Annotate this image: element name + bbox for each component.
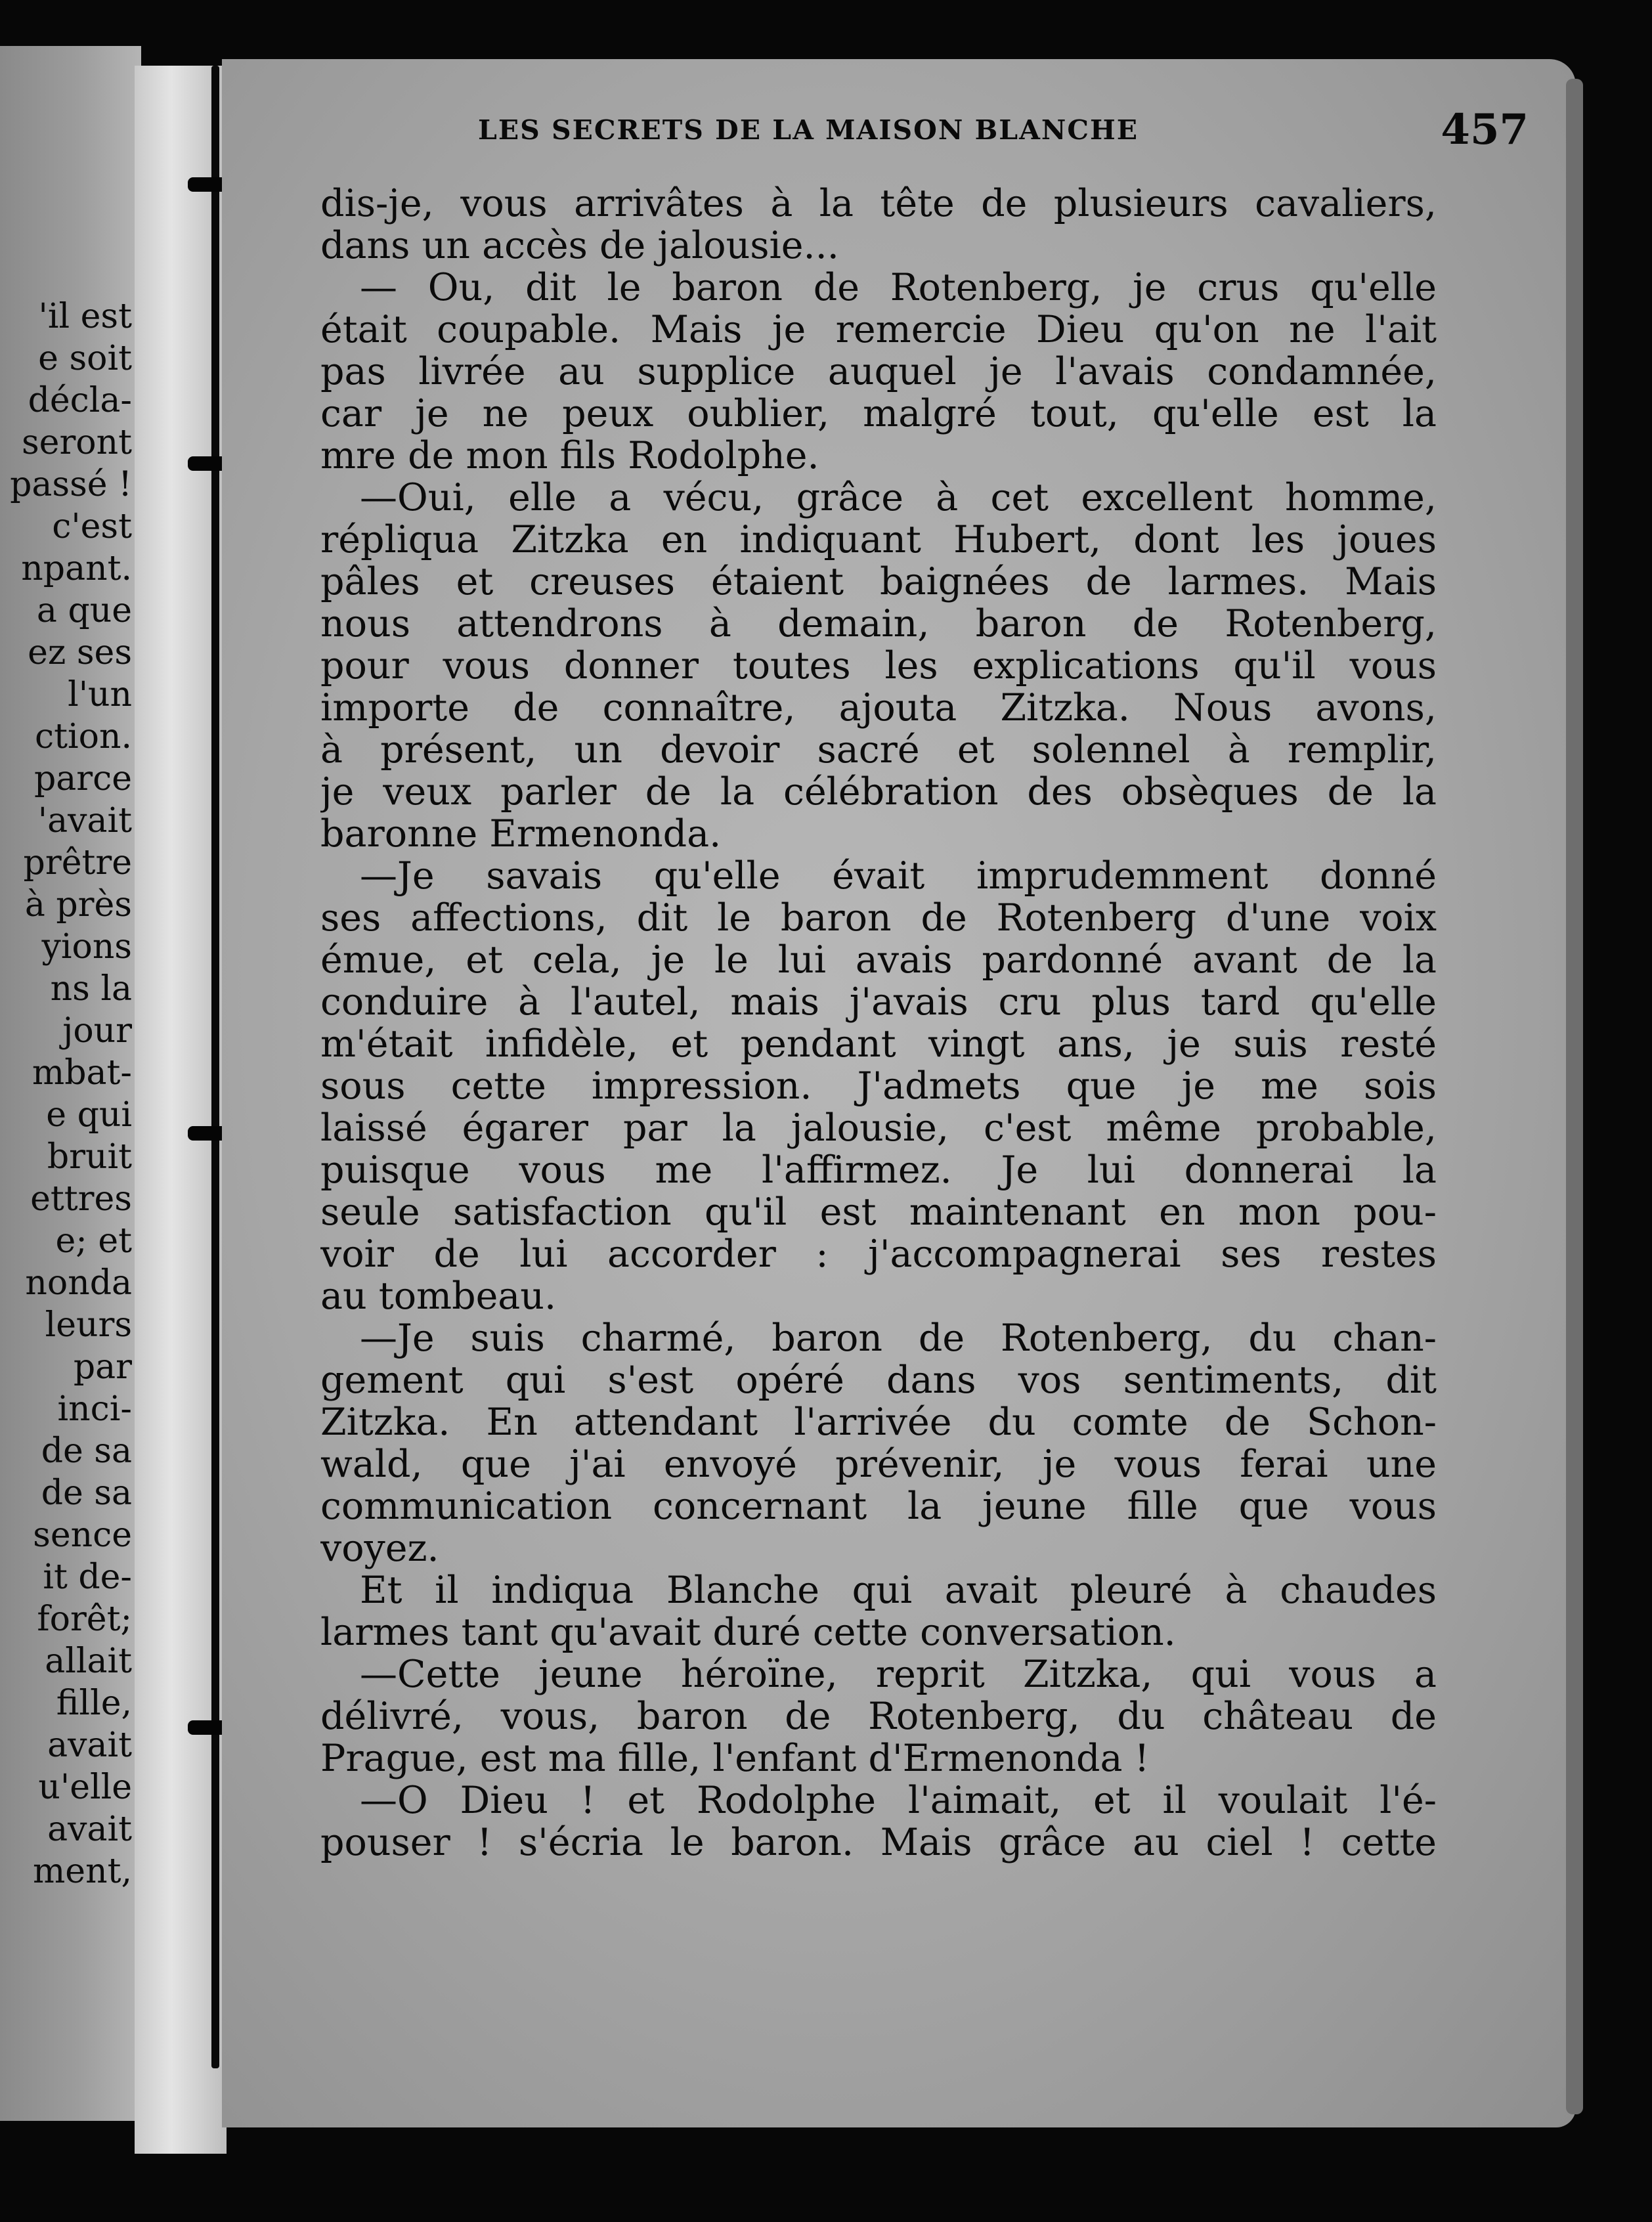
left-page-line: yions [41, 927, 132, 967]
text-line: wald, que j'ai envoyé prévenir, je vous ferai une [320, 1443, 1437, 1486]
left-page-line: ns la [50, 969, 132, 1009]
left-page-line: e; et [55, 1221, 132, 1261]
text-line: ses affections, dit le baron de Rotenberg d'une voix [320, 896, 1437, 940]
left-page-line: de sa [41, 1431, 132, 1471]
text-line: communication concernant la jeune fille que vous [320, 1485, 1437, 1528]
left-page-line: à près [24, 885, 132, 925]
left-page-line: seront [21, 423, 132, 462]
left-page-line: parce [33, 759, 132, 798]
text-line: seule satisfaction qu'il est maintenant en mon pou- [320, 1190, 1437, 1234]
text-line: pâles et creuses étaient baignées de larmes. Mais [320, 560, 1437, 603]
text-line: sous cette impression. J'admets que je me sois [320, 1064, 1437, 1108]
text-line: émue, et cela, je le lui avais pardonné avant de la [320, 938, 1437, 982]
left-page-line: sence [33, 1515, 132, 1555]
text-line: voir de lui accorder : j'accompagnerai ses restes [320, 1232, 1437, 1276]
text-line: au tombeau. [320, 1274, 557, 1318]
text-line: était coupable. Mais je remercie Dieu qu'on ne l'ait [320, 308, 1437, 351]
text-line: Zitzka. En attendant l'arrivée du comte de Schon- [320, 1401, 1437, 1444]
left-page-line: npant. [21, 549, 132, 588]
text-line: baronne Ermenonda. [320, 812, 722, 856]
text-line: pas livrée au supplice auquel je l'avais condamnée, [320, 350, 1437, 393]
left-page-line: e soit [38, 339, 132, 378]
left-page-line: passé ! [10, 465, 132, 504]
left-page-lines [10, 295, 132, 1892]
text-line: nous attendrons à demain, baron de Rotenberg, [320, 602, 1437, 645]
left-page-line: leurs [45, 1305, 132, 1345]
left-page-line: 'il est [38, 297, 132, 336]
text-line: —Je suis charmé, baron de Rotenberg, du chan- [360, 1317, 1437, 1360]
text-line: —Cette jeune héroïne, reprit Zitzka, qui vous a [360, 1653, 1437, 1696]
left-page-line: jour [62, 1011, 132, 1051]
running-head [478, 105, 1529, 158]
text-line: Et il indiqua Blanche qui avait pleuré à chaudes [360, 1569, 1437, 1612]
left-page-line: c'est [52, 507, 132, 546]
left-page-line: inci- [57, 1389, 132, 1429]
left-page-line: nonda [25, 1263, 132, 1303]
page-edge [1566, 79, 1583, 2114]
left-page-fragment [0, 46, 141, 2121]
left-page-line: ment, [33, 1852, 132, 1891]
left-page-line: bruit [47, 1137, 132, 1177]
left-page-line: allait [45, 1642, 132, 1681]
left-page-line: avait [47, 1726, 132, 1765]
text-line: puisque vous me l'affirmez. Je lui donnerai la [320, 1148, 1437, 1192]
text-line: dis-je, vous arrivâtes à la tête de plusieurs cavaliers, [320, 183, 1437, 225]
binding-stitch [211, 66, 219, 2068]
text-line: pouser ! s'écria le baron. Mais grâce au ciel ! cette [320, 1821, 1437, 1864]
left-page-line: u'elle [38, 1768, 132, 1807]
text-line: Prague, est ma fille, l'enfant d'Ermenonda ! [320, 1737, 1150, 1780]
text-line: —Oui, elle a vécu, grâce à cet excellent homme, [360, 476, 1437, 519]
text-line: gement qui s'est opéré dans vos sentiments, dit [320, 1359, 1437, 1402]
left-page-line: fille, [56, 1684, 132, 1723]
text-line: voyez. [320, 1527, 439, 1570]
right-page [222, 59, 1576, 2127]
page-number: 457 [1441, 105, 1529, 154]
text-line: dans un accès de jalousie... [320, 224, 839, 267]
left-page-line: a que [36, 591, 132, 630]
left-page-line: prêtre [23, 843, 132, 882]
left-page-line: décla- [28, 381, 132, 420]
text-line: mre de mon fils Rodolphe. [320, 434, 819, 477]
left-page-line: de sa [41, 1473, 132, 1513]
text-line: m'était infidèle, et pendant vingt ans, je suis resté [320, 1022, 1437, 1066]
text-line: conduire à l'autel, mais j'avais cru plus tard qu'elle [320, 980, 1437, 1024]
text-line: importe de connaître, ajouta Zitzka. Nous avons, [320, 686, 1437, 730]
body-text [320, 183, 1437, 1896]
left-page-line: l'un [68, 675, 132, 714]
text-line: délivré, vous, baron de Rotenberg, du château de [320, 1695, 1437, 1738]
left-page-line: it de- [43, 1558, 132, 1597]
text-line: —O Dieu ! et Rodolphe l'aimait, et il voulait l'é- [360, 1779, 1437, 1822]
left-page-line: 'avait [37, 801, 132, 840]
left-page-line: e qui [46, 1095, 132, 1135]
text-line: je veux parler de la célébration des obsèques de la [320, 770, 1437, 814]
left-page-line: ettres [30, 1179, 132, 1219]
text-line: répliqua Zitzka en indiquant Hubert, dont les joues [320, 518, 1437, 561]
left-page-line: par [73, 1347, 132, 1387]
text-line: — Ou, dit le baron de Rotenberg, je crus qu'elle [360, 266, 1437, 309]
left-page-line: mbat- [32, 1053, 132, 1093]
left-page-line: ction. [35, 717, 132, 756]
running-head-title: LES SECRETS DE LA MAISON BLANCHE [478, 114, 1139, 146]
left-page-line: forêt; [37, 1600, 132, 1639]
text-line: laissé égarer par la jalousie, c'est même probable, [320, 1106, 1437, 1150]
text-line: pour vous donner toutes les explications qu'il vous [320, 644, 1437, 687]
text-line: car je ne peux oublier, malgré tout, qu'elle est la [320, 392, 1437, 435]
text-line: à présent, un devoir sacré et solennel à remplir, [320, 728, 1437, 772]
left-page-line: avait [47, 1810, 132, 1849]
text-line: larmes tant qu'avait duré cette conversation. [320, 1611, 1176, 1654]
text-line: —Je savais qu'elle évait imprudemment donné [360, 854, 1437, 898]
left-page-line: ez ses [28, 633, 132, 672]
